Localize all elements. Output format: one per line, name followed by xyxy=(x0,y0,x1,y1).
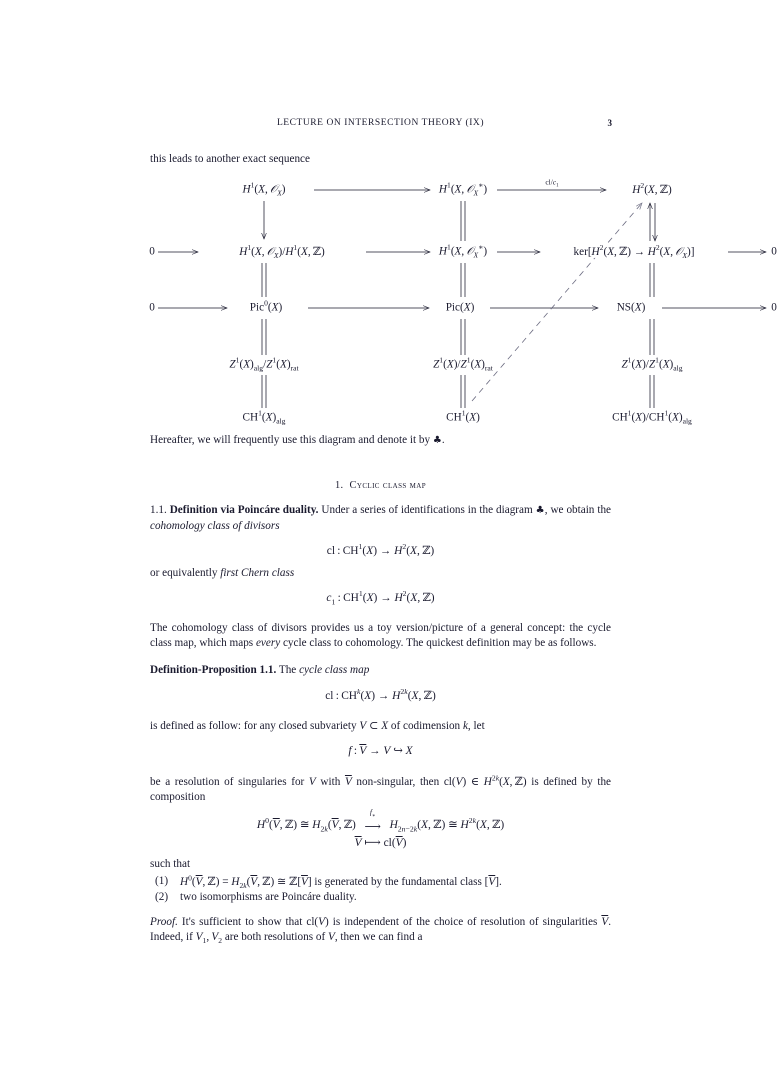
diagram-node-r4c2: $Z^1(X)/Z^1(X)_{rat}$ xyxy=(433,355,493,373)
diagram-node-r5c1: $CH^1(X)_{alg}$ xyxy=(242,408,286,426)
diagram-node-r2c2: $H^1(X$, 𝒪$_X$∗) xyxy=(438,242,488,260)
subsection-paragraph xyxy=(150,503,611,533)
lead-in-sentence xyxy=(150,152,611,167)
diagram-node-r5c2: $CH^1(X)$ xyxy=(446,408,480,424)
diagram-node-r5c3: $CH^1(X)/CH^1(X)_{alg}$ xyxy=(612,408,692,426)
arrow-label-f-star: $f_∗$ xyxy=(369,807,376,819)
running-head-title: LECTURE ON INTERSECTION THEORY (IX) xyxy=(276,118,485,128)
toy-version-paragraph: The cohomology class of divisors provides us a toy version/picture of a general concept: the cycle class map, which maps every cycle class to cohomology. The quickest definition may be as follows. xyxy=(150,622,611,650)
subsection-text-a: Under a series of identifications in the diagram xyxy=(318,504,536,517)
diagram-node-r3c4: 0 xyxy=(771,301,777,314)
diagram-node-r1c3: $H^2(X$, ℤ) xyxy=(632,181,672,197)
running-head xyxy=(150,118,611,138)
diagram-node-r2c3: $ker[H^2(X$, ℤ) → $H^2(X$, 𝒪$_X$)] xyxy=(573,243,695,261)
proof-paragraph: Proof. It's sufficient to show that cl(V) is independent of the choice of resolution of singularities $\overline{V}$. Indeed, if $V_1$, $V_2$ are both resolutions of V, then we can find a xyxy=(150,916,611,946)
resolution-paragraph: be a resolution of singularies for V with $\overline{V}$ non-singular, then cl(V) ∈ $H^{2k}(X$, ℤ) is defined by the composition xyxy=(150,773,612,804)
club-suit-icon-2: ♣ xyxy=(535,505,545,517)
defprop-label: Definition-Proposition 1.1. xyxy=(150,664,277,677)
list-item: (1) $H^0(\overline{V}$, ℤ) = $H_{2k}(\overline{V}$, ℤ) ≅ $ℤ[\overline{V}]$ is generated by the fundamental class $[\overline{V}]$. xyxy=(155,873,502,891)
defprop-paragraph xyxy=(150,663,611,678)
diagram-node-r4c1: $Z^1(X)_{alg}/Z^1(X)_{rat}$ xyxy=(229,355,299,373)
or-equivalently-text: or equivalently xyxy=(150,566,221,579)
diagram-node-r2c1: $H^1(X$, $𝒪_X)/H^1(X$, ℤ) xyxy=(239,243,325,261)
lead-in-text: this leads to another exact sequence xyxy=(150,153,310,165)
section-number: 1. xyxy=(334,480,344,492)
section-heading xyxy=(150,480,611,491)
diagram-node-r3c1: Pic$^0$(X) xyxy=(249,298,283,314)
defprop-text: The xyxy=(276,664,300,677)
display-resolution-map: f : $\overline{V} \to V$ ↪ X xyxy=(348,744,413,757)
subsection-number: 1.1. xyxy=(150,504,167,517)
proof-label: Proof. xyxy=(150,916,178,929)
section-title: Cyclic class map xyxy=(349,480,427,492)
diagram-node-r3c3: NS(X) xyxy=(616,301,646,314)
diagram-node-r1c1: $H^1(X$, 𝒪$_X$) xyxy=(242,180,286,198)
diagram-node-r1c2: $H^1(X$, 𝒪$_X$∗) xyxy=(438,180,488,198)
first-chern-class-emph: first Chern class xyxy=(220,566,295,579)
diagram-arrows xyxy=(142,173,702,413)
diagram-node-r2c4: 0 xyxy=(771,245,777,258)
hereafter-text-a: Hereafter, we will frequently use this diagram and denote it by xyxy=(150,434,433,447)
display-c1-divisors: $c_1$ : $CH^1(X) \to H^2(X$, ℤ) xyxy=(326,589,435,607)
properties-list xyxy=(150,874,611,905)
list-item: (2) two isomorphisms are Poincáre duality. xyxy=(150,890,611,905)
or-equivalently-paragraph xyxy=(150,566,611,581)
subsection-heading: Definition via Poincáre duality. xyxy=(169,504,319,517)
arrow-label-cl-c1: $cl/c_1$ xyxy=(545,177,559,189)
every-emph: every xyxy=(255,637,281,650)
commutative-diagram xyxy=(142,173,777,426)
subsection-text-b: , we obtain the xyxy=(544,504,612,517)
cycle-class-map-emph: cycle class map xyxy=(299,664,370,677)
hereafter-sentence xyxy=(150,433,611,448)
subsection-emph: cohomology class of divisors xyxy=(150,519,280,532)
such-that-paragraph xyxy=(150,857,611,872)
diagram-node-r4c3: $Z^1(X)/Z^1(X)_{alg}$ xyxy=(621,355,683,373)
defined-as-follow-paragraph: is defined as follow: for any closed subvariety V ⊂ X of codimension k, let xyxy=(150,719,485,732)
page-content xyxy=(149,118,777,946)
hereafter-text-b: . xyxy=(441,434,445,447)
such-that-text: such that xyxy=(150,857,191,870)
list-marker-1: (1) xyxy=(155,874,169,887)
display-cl-divisors: cl : $CH^1(X) \to H^2(X$, ℤ) xyxy=(326,542,435,557)
display-composition-bottom: $\overline{V}$ ⟼ $cl(\overline{V})$ xyxy=(354,836,407,849)
list-marker-2: (2) xyxy=(155,891,169,904)
diagram-node-r2c0: 0 xyxy=(149,245,155,258)
display-composition-top: $H^0(\overline{V}$, ℤ) ≅ $H_{2k}(\overline{V}$, ℤ) $f_∗$ ⟶ $H_{2n-2k}(X$, ℤ) ≅ $H^{2k}(X$, ℤ) xyxy=(256,807,505,834)
club-suit-icon: ♣ xyxy=(432,435,442,447)
diagram-node-r3c0: 0 xyxy=(149,301,155,314)
display-cycle-class-map: cl : $CH^k(X) \to H^{2k}(X$, ℤ) xyxy=(325,686,436,702)
diagram-node-r3c2: Pic(X) xyxy=(445,301,475,314)
page-number: 3 xyxy=(607,118,612,128)
